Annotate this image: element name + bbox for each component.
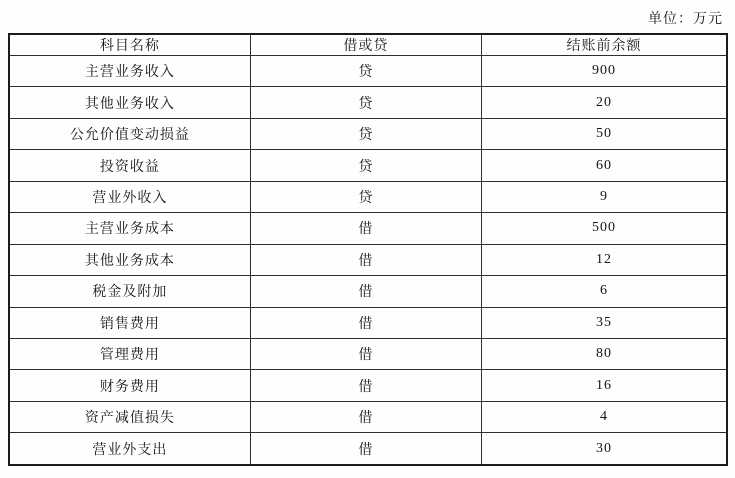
- account-name-cell: 主营业务收入: [9, 56, 250, 87]
- balance-cell: 60: [481, 150, 727, 181]
- balance-cell: 6: [481, 276, 727, 307]
- balance-cell: 50: [481, 118, 727, 149]
- balance-cell: 16: [481, 370, 727, 401]
- account-name-cell: 其他业务收入: [9, 87, 250, 118]
- debit-credit-cell: 贷: [250, 118, 481, 149]
- table-row: [9, 56, 727, 87]
- table-row: [9, 150, 727, 181]
- table-body: [9, 56, 727, 466]
- table-header: [9, 34, 727, 56]
- balance-cell: 900: [481, 56, 727, 87]
- account-name-cell: 销售费用: [9, 307, 250, 338]
- table-row: [9, 307, 727, 338]
- column-header-debit-or-credit: 借或贷: [250, 34, 481, 56]
- debit-credit-cell: 借: [250, 213, 481, 244]
- column-header-account-name: 科目名称: [9, 34, 250, 56]
- debit-credit-cell: 借: [250, 307, 481, 338]
- account-name-cell: 营业外收入: [9, 181, 250, 212]
- debit-credit-cell: 借: [250, 370, 481, 401]
- table-row: [9, 118, 727, 149]
- account-name-cell: 营业外支出: [9, 433, 250, 465]
- debit-credit-cell: 贷: [250, 56, 481, 87]
- table-row: [9, 433, 727, 465]
- table-row: [9, 87, 727, 118]
- balance-cell: 80: [481, 338, 727, 369]
- balance-cell: 20: [481, 87, 727, 118]
- table-row: [9, 244, 727, 275]
- debit-credit-cell: 借: [250, 433, 481, 465]
- account-name-cell: 管理费用: [9, 338, 250, 369]
- column-header-pre-closing-balance: 结账前余额: [481, 34, 727, 56]
- balance-cell: 30: [481, 433, 727, 465]
- table-row: [9, 370, 727, 401]
- table-row: [9, 276, 727, 307]
- account-name-cell: 资产减值损失: [9, 401, 250, 432]
- balance-cell: 500: [481, 213, 727, 244]
- table-row: [9, 181, 727, 212]
- debit-credit-cell: 借: [250, 244, 481, 275]
- debit-credit-cell: 贷: [250, 181, 481, 212]
- account-name-cell: 投资收益: [9, 150, 250, 181]
- balance-cell: 12: [481, 244, 727, 275]
- account-name-cell: 其他业务成本: [9, 244, 250, 275]
- debit-credit-cell: 借: [250, 276, 481, 307]
- table-row: [9, 338, 727, 369]
- debit-credit-cell: 贷: [250, 150, 481, 181]
- unit-label: 单位：万元: [648, 12, 723, 27]
- account-name-cell: 财务费用: [9, 370, 250, 401]
- debit-credit-cell: 贷: [250, 87, 481, 118]
- pre-closing-balance-table: [8, 33, 728, 466]
- account-name-cell: 税金及附加: [9, 276, 250, 307]
- table-row: [9, 401, 727, 432]
- header-row: [9, 34, 727, 56]
- balance-cell: 35: [481, 307, 727, 338]
- table-row: [9, 213, 727, 244]
- balance-cell: 9: [481, 181, 727, 212]
- debit-credit-cell: 借: [250, 401, 481, 432]
- balance-cell: 4: [481, 401, 727, 432]
- account-name-cell: 主营业务成本: [9, 213, 250, 244]
- account-name-cell: 公允价值变动损益: [9, 118, 250, 149]
- debit-credit-cell: 借: [250, 338, 481, 369]
